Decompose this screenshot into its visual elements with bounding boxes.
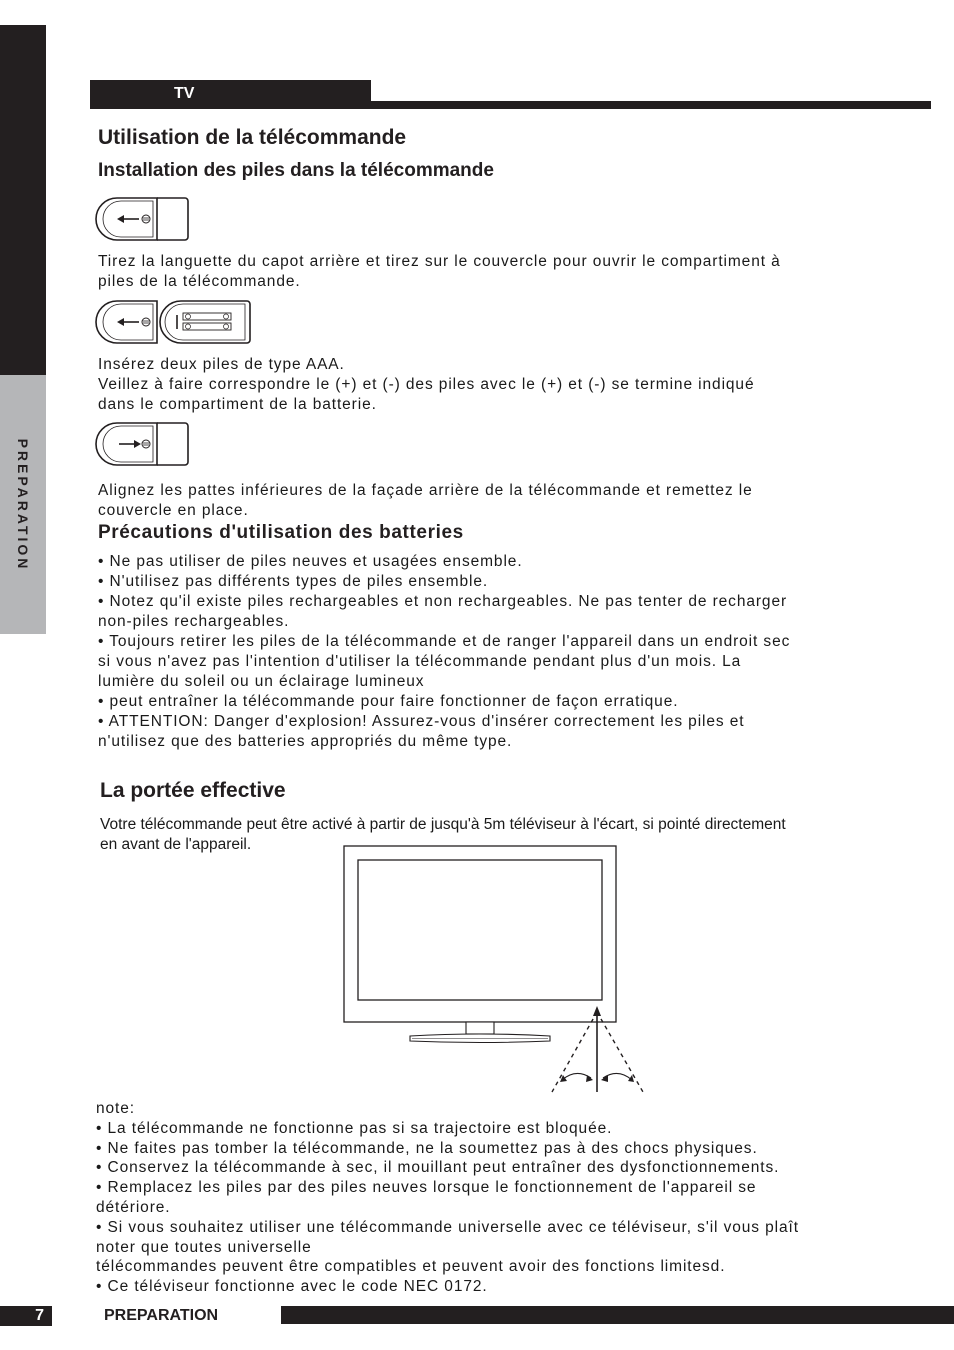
- step2-line-2: Veillez à faire correspondre le (+) et (-) des piles avec le (+) et (-) se termine indiqué: [98, 376, 755, 393]
- side-tab-dark: [0, 25, 46, 375]
- list-item: • ATTENTION: Danger d'explosion! Assurez-vous d'insérer correctement les piles et: [98, 713, 745, 730]
- list-item: si vous n'avez pas l'intention d'utiliser la télécommande pendant plus d'un mois. La: [98, 653, 742, 670]
- list-item: détériore.: [96, 1199, 171, 1216]
- list-item: • peut entraîner la télécommande pour faire fonctionner de façon erratique.: [98, 693, 679, 710]
- list-item: noter que toutes universelle: [96, 1239, 312, 1256]
- list-item: • Ce téléviseur fonctionne avec le code NEC 0172.: [96, 1278, 488, 1295]
- list-item: • Toujours retirer les piles de la télécommande et de ranger l'appareil dans un endroit sec: [98, 633, 791, 650]
- list-item: • La télécommande ne fonctionne pas si sa trajectoire est bloquée.: [96, 1120, 613, 1137]
- list-item: lumière du soleil ou un éclairage lumineux: [98, 673, 425, 690]
- remote-cover-close-illustration: [97, 421, 192, 469]
- step3-line-2: couvercle en place.: [98, 502, 249, 519]
- step1-line-1: Tirez la languette du capot arrière et tirez sur le couvercle pour ouvrir le compartiment à: [98, 253, 781, 270]
- side-tab-label: PREPARATION: [15, 438, 31, 572]
- list-item: télécommandes peuvent être compatibles et peuvent avoir des fonctions limitesd.: [96, 1258, 726, 1275]
- list-item: • Si vous souhaitez utiliser une télécommande universelle avec ce téléviseur, s'il vous plaît: [96, 1219, 799, 1236]
- footer-rule: [281, 1306, 954, 1324]
- battery-insert-illustration: [97, 299, 255, 347]
- list-item: • Conservez la télécommande à sec, il mouillant peut entraîner des dysfonctionnements.: [96, 1159, 780, 1176]
- list-item: • Ne pas utiliser de piles neuves et usagées ensemble.: [98, 553, 523, 570]
- list-item: • Notez qu'il existe piles rechargeables et non rechargeables. Ne pas tenter de recharger: [98, 593, 788, 610]
- list-item: • Ne faites pas tomber la télécommande, ne la soumettez pas à des chocs physiques.: [96, 1140, 758, 1157]
- list-item: • Remplacez les piles par des piles neuves lorsque le fonctionnement de l'appareil se: [96, 1179, 757, 1196]
- list-item: non-piles rechargeables.: [98, 613, 290, 630]
- header-rule: [90, 101, 931, 109]
- battery-install-heading: Installation des piles dans la télécommande: [98, 160, 494, 181]
- step1-line-2: piles de la télécommande.: [98, 273, 301, 290]
- step2-line-3: dans le compartiment de la batterie.: [98, 396, 377, 413]
- range-line-1: Votre télécommande peut être activé à partir de jusqu'à 5m téléviseur à l'écart, si pointé directement: [100, 816, 786, 833]
- range-heading: La portée effective: [100, 779, 286, 802]
- tv-range-illustration: [340, 840, 650, 1100]
- header-section-label: TV: [174, 85, 195, 102]
- remote-cover-open-illustration: [97, 196, 192, 244]
- list-item: • N'utilisez pas différents types de piles ensemble.: [98, 573, 489, 590]
- page-number: 7: [35, 1307, 44, 1324]
- range-line-2: en avant de l'appareil.: [100, 836, 252, 853]
- page-title: Utilisation de la télécommande: [98, 126, 407, 149]
- note-label: note:: [96, 1100, 135, 1117]
- precautions-heading: Précautions d'utilisation des batteries: [98, 522, 464, 543]
- list-item: n'utilisez que des batteries appropriés du même type.: [98, 733, 513, 750]
- step2-line-1: Insérez deux piles de type AAA.: [98, 356, 345, 373]
- footer-section-label: PREPARATION: [104, 1307, 219, 1324]
- step3-line-1: Alignez les pattes inférieures de la façade arrière de la télécommande et remettez le: [98, 482, 753, 499]
